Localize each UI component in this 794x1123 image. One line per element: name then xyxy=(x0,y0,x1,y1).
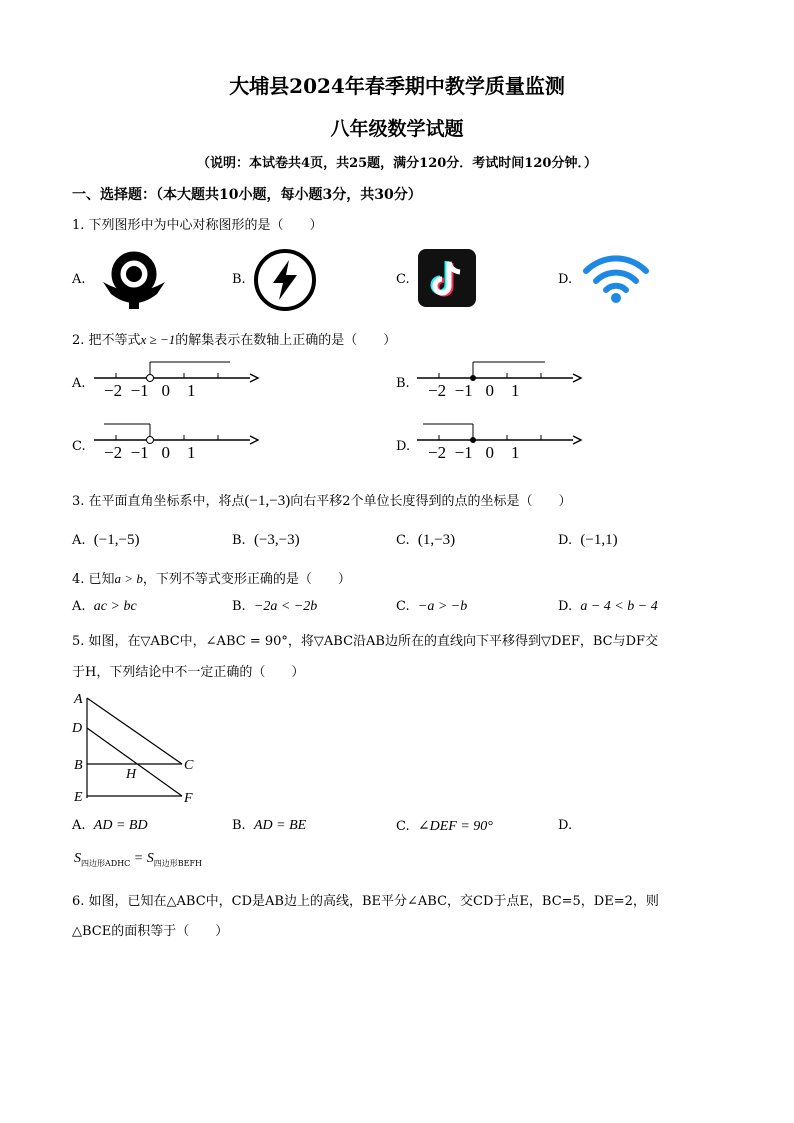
q4-option-b: B. −2a < −2b xyxy=(232,599,318,614)
q4-option-d: D. a − 4 < b − 4 xyxy=(558,599,658,614)
tiktok-logo-icon xyxy=(418,249,476,307)
number-line-d-ticks: −2 −1 0 1 xyxy=(428,443,520,462)
q4-condition: a > b xyxy=(114,571,143,586)
question-3-text: 3. 在平面直角坐标系中，将点(−1,−3)向右平移2个单位长度得到的点的坐标是（ ） xyxy=(72,493,572,509)
question-6-line-2: △BCE的面积等于（ ） xyxy=(72,924,229,939)
q5-option-c: C. ∠DEF = 90° xyxy=(396,819,493,834)
q1-option-d-label: D. xyxy=(558,272,573,287)
q3-option-c: C. (1,−3) xyxy=(396,532,456,548)
svg-text:B: B xyxy=(74,758,83,773)
svg-text:C: C xyxy=(184,758,194,773)
q2-option-d-label: D. xyxy=(396,439,411,454)
target-logo-icon xyxy=(101,248,167,310)
question-1-text: 1. 下列图形中为中心对称图形的是（ ） xyxy=(72,218,323,233)
question-6-line-1: 6. 如图，已知在△ABC中，CD是AB边上的高线，BE平分∠ABC，交CD于点E，BC=5，DE=2，则 xyxy=(72,894,659,909)
q3-option-b: B. (−3,−3) xyxy=(232,532,300,548)
section-heading: 一、选择题：（本大题共10小题，每小题3分，共30分） xyxy=(72,187,422,203)
question-5-line-1: 5. 如图，在▽ABC中，∠ABC = 90°，将▽ABC沿AB边所在的直线向下平移得到▽DEF，BC与DF交 xyxy=(72,634,659,649)
q3-option-d: D. (−1,1) xyxy=(558,532,618,548)
exam-note: （说明：本试卷共4页，共25题，满分120分．考试时间120分钟．） xyxy=(197,156,597,171)
q2-option-b-label: B. xyxy=(396,376,410,391)
wifi-icon xyxy=(583,253,649,305)
q1-option-c-label: C. xyxy=(396,272,410,287)
lightning-bolt-icon xyxy=(253,248,317,312)
q2-option-a-label: A. xyxy=(72,376,86,391)
q3-point: (−1,−3) xyxy=(244,493,291,509)
page-subtitle: 八年级数学试题 xyxy=(330,118,464,140)
question-5-line-2: 于H，下列结论中不一定正确的（ ） xyxy=(72,665,305,680)
number-line-c-ticks: −2 −1 0 1 xyxy=(104,443,196,462)
q5-option-b: B. AD = BE xyxy=(232,818,307,833)
q5-option-d: D. xyxy=(558,818,573,833)
q5-option-a: A. AD = BD xyxy=(72,818,148,833)
svg-text:E: E xyxy=(74,790,83,805)
svg-text:H: H xyxy=(126,767,137,782)
number-line-b-ticks: −2 −1 0 1 xyxy=(428,381,520,400)
q2-option-c-label: C. xyxy=(72,439,86,454)
question-2-text: 2. 把不等式x ≥ −1的解集表示在数轴上正确的是（ ） xyxy=(72,332,397,348)
q1-option-b-label: B. xyxy=(232,272,246,287)
svg-text:D: D xyxy=(72,721,83,736)
number-line-a-ticks: −2 −1 0 1 xyxy=(104,381,196,400)
q4-option-c: C. −a > −b xyxy=(396,599,468,614)
q4-option-a: A. ac > bc xyxy=(72,599,137,614)
q2-inequality: x ≥ −1 xyxy=(140,332,176,347)
svg-text:F: F xyxy=(184,791,193,806)
question-4-text: 4. 已知a > b，下列不等式变形正确的是（ ） xyxy=(72,571,351,587)
page-title: 大埔县2024年春季期中教学质量监测 xyxy=(229,74,565,98)
q3-option-a: A. (−1,−5) xyxy=(72,532,140,548)
q1-option-a-label: A. xyxy=(72,272,86,287)
q5-option-d-formula: $S_{四边形ADHC} = S_{四边形BEFH}$ xyxy=(74,851,202,868)
q5-triangle-figure xyxy=(70,688,210,808)
svg-text:A: A xyxy=(74,692,83,707)
